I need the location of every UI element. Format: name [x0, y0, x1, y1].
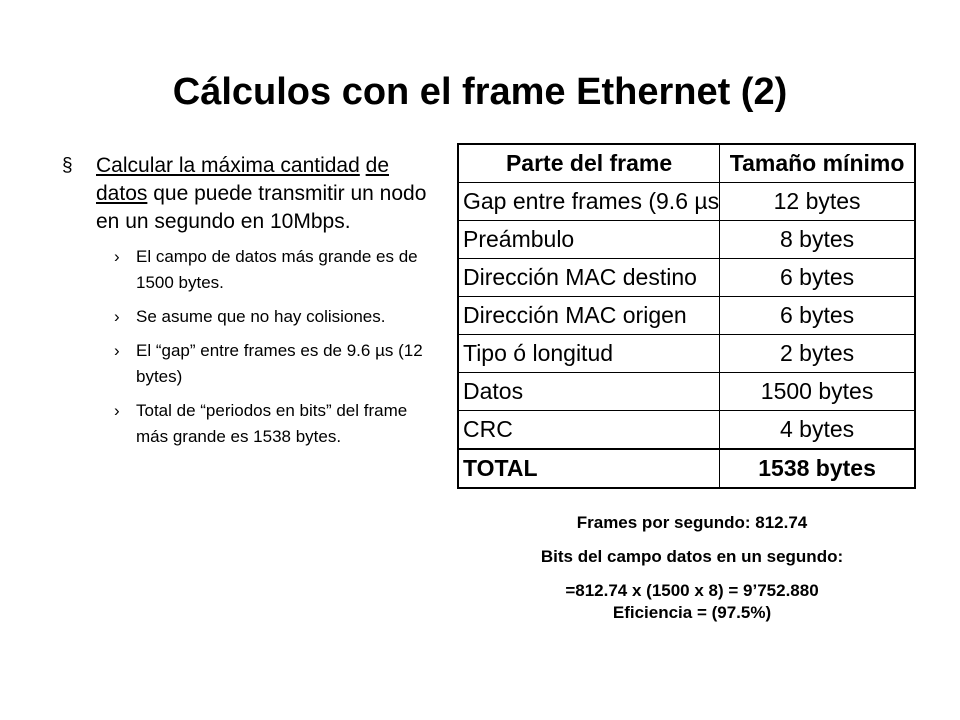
sub-bullet	[114, 398, 434, 450]
frames-per-second-text: Frames por segundo: 812.74	[576, 513, 808, 532]
sub-bullet-marker: ›	[114, 247, 120, 266]
table-row	[458, 221, 915, 259]
sub-bullet	[114, 338, 434, 390]
frame-part-cell: Gap entre frames (9.6 µs	[458, 183, 720, 221]
frame-part-cell: Dirección MAC destino	[458, 259, 720, 297]
sub-bullet-marker: ›	[114, 341, 120, 360]
bits-label-text: Bits del campo datos en un segundo:	[540, 547, 844, 566]
frame-size-cell: 2 bytes	[720, 335, 915, 373]
frame-part-cell: Datos	[458, 373, 720, 411]
table-row	[458, 259, 915, 297]
table-total-row	[458, 449, 915, 488]
underlined-text-1: Calcular la máxima cantidad	[96, 154, 360, 177]
frame-part-cell: Tipo ó longitud	[458, 335, 720, 373]
underlined-text-2: de datos	[96, 154, 389, 205]
sub-bullet-text: Se asume que no hay colisiones.	[136, 307, 386, 326]
frame-size-cell: 6 bytes	[720, 297, 915, 335]
sub-bullet-text: Total de “periodos en bits” del frame más grande es 1538 bytes.	[136, 401, 408, 446]
main-bullet	[62, 152, 434, 236]
sub-bullet-text: El “gap” entre frames es de 9.6 µs (12 bytes)	[136, 341, 423, 386]
column-header-part: Parte del frame	[458, 144, 720, 183]
frame-size-cell: 4 bytes	[720, 411, 915, 450]
results-block	[457, 512, 927, 624]
section-marker: §	[62, 155, 73, 176]
sub-bullet-list	[62, 244, 434, 450]
frame-size-cell: 12 bytes	[720, 183, 915, 221]
sub-bullet	[114, 304, 434, 330]
total-size-cell: 1538 bytes	[720, 449, 915, 488]
frame-size-cell: 8 bytes	[720, 221, 915, 259]
bullet-list	[62, 152, 434, 458]
efficiency-text: Eficiencia = (97.5%)	[612, 603, 772, 622]
frame-part-cell: CRC	[458, 411, 720, 450]
table-row	[458, 297, 915, 335]
frame-part-cell: Dirección MAC origen	[458, 297, 720, 335]
table-row	[458, 183, 915, 221]
table-row	[458, 335, 915, 373]
main-bullet-rest: que puede transmitir un nodo en un segundo en 10Mbps.	[96, 182, 427, 233]
frame-size-cell: 1500 bytes	[720, 373, 915, 411]
table-header-row	[458, 144, 915, 183]
sub-bullet-marker: ›	[114, 307, 120, 326]
frame-size-table	[457, 143, 916, 489]
frame-part-cell: Preámbulo	[458, 221, 720, 259]
frame-size-cell: 6 bytes	[720, 259, 915, 297]
formula-text: =812.74 x (1500 x 8) = 9’752.880	[565, 581, 819, 600]
sub-bullet	[114, 244, 434, 296]
main-bullet-text	[96, 152, 434, 236]
table-row	[458, 411, 915, 450]
total-label-cell: TOTAL	[458, 449, 720, 488]
slide-title: Cálculos con el frame Ethernet (2)	[172, 71, 788, 113]
table-row	[458, 373, 915, 411]
sub-bullet-marker: ›	[114, 401, 120, 420]
sub-bullet-text: El campo de datos más grande es de 1500 bytes.	[136, 247, 418, 292]
column-header-size: Tamaño mínimo	[720, 144, 915, 183]
